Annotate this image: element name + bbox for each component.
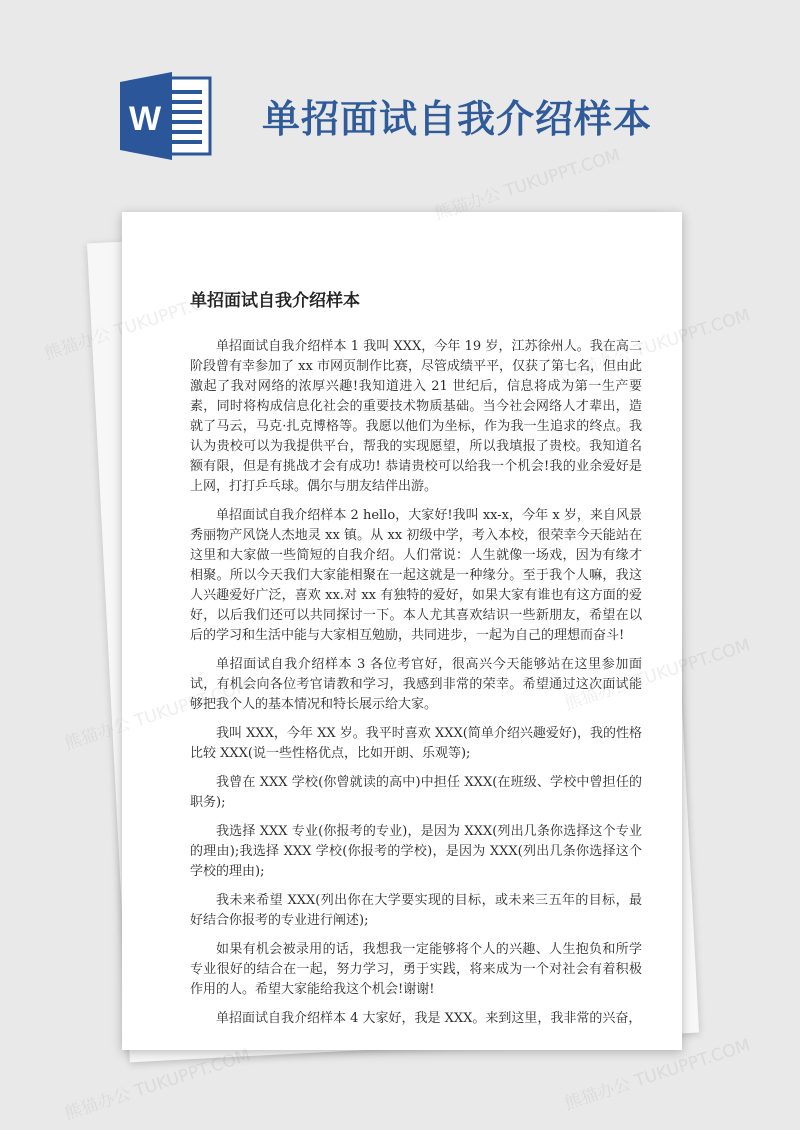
document-body [190,280,642,1038]
paragraph: 我未来希望 XXX(列出你在大学要实现的目标，或未来三五年的目标，最好结合你报考的专业进行阐述); [190,893,642,928]
watermark: TUKUPPT.COM [632,635,753,692]
page-title: 单招面试自我介绍样本 [190,291,360,311]
paragraph: 单招面试自我介绍样本 2 hello，大家好!我叫 xx-x，今年 x 岁，来自风景秀丽物产风饶人杰地灵 xx 镇。从 xx 初级中学，考入本校，很荣幸今天能站在这里和大家做一些简短的自我介绍。人们常说：人生就像一场戏，因为有缘才相聚。所以今天我们大家能相聚在一起这就是一种缘分。至于我个人嘛，我这人兴趣爱好广泛，喜欢 xx.对 xx 有独特的爱好，如果大家有谁也有这方面的爱好，以后我们还可以共同探讨一下。本人尤其喜欢结识一些新朋友，希望在以后的学习和生活中能与大家相互勉励，共同进步，一起为自己的理想而奋斗! [190,508,642,643]
watermark: 熊猫办公 [62,714,134,755]
watermark: TUKUPPT.COM [632,305,753,362]
paragraph: 单招面试自我介绍样本 4 大家好，我是 XXX。来到这里，我非常的兴奋， [216,1011,642,1026]
watermark: 熊猫办公 [42,324,114,365]
watermark: 熊猫办公 TUKUPPT.COM [432,145,623,225]
paragraph: 我选择 XXX 专业(你报考的专业)，是因为 XXX(列出几条你选择这个专业的理由);我选择 XXX 学校(你报考的学校)，是因为 XXX(列出几条你选择这个学校的理由); [190,824,642,879]
watermark: 熊猫办公 TUKUPPT.COM [62,1045,253,1125]
watermark: 熊猫办公 TUKUPPT.COM [562,1035,753,1115]
paragraph: 单招面试自我介绍样本 3 各位考官好，很高兴今天能够站在这里参加面试，有机会向各位考官请教和学习，我感到非常的荣幸。希望通过这次面试能够把我个人的基本情况和特长展示给大家。 [190,657,642,712]
paragraph: 如果有机会被录用的话，我想我一定能够将个人的兴趣、人生抱负和所学专业很好的结合在一起，努力学习，勇于实践，将来成为一个对社会有着积极作用的人。希望大家能给我这个机会!谢谢! [190,942,642,997]
paragraph: 我叫 XXX，今年 XX 岁。我平时喜欢 XXX(简单介绍兴趣爱好)，我的性格比较 XXX(说一些性格优点，比如开朗、乐观等); [190,726,642,761]
paragraph: 我曾在 XXX 学校(你曾就读的高中)中担任 XXX(在班级、学校中曾担任的职务); [190,775,642,810]
paragraph: 单招面试自我介绍样本 1 我叫 XXX，今年 19 岁，江苏徐州人。我在高二阶段曾有幸参加了 xx 市网页制作比赛，尽管成绩平平，仅获了第七名，但由此激起了我对网络的浓厚兴趣!我知道进入 21 世纪后，信息将成为第一生产要素，同时将构成信息化社会的重要技术物质基础。当今社会网络人才辈出，造就了马云，马克·扎克博格等。我愿以他们为坐标，作为我一生追求的终点。我认为贵校可以为我提供平台，帮我的实现愿望，所以我填报了贵校。我知道名额有限，但是有挑战才会有成功! 恭请贵校可以给我一个机会!我的业余爱好是上网，打打乒乓球。偶尔与朋友结伴出游。 [190,339,642,494]
document-heading: 单招面试自我介绍样本 [262,97,653,141]
word-logo-icon [118,68,214,164]
logo-letter: W [128,100,162,138]
